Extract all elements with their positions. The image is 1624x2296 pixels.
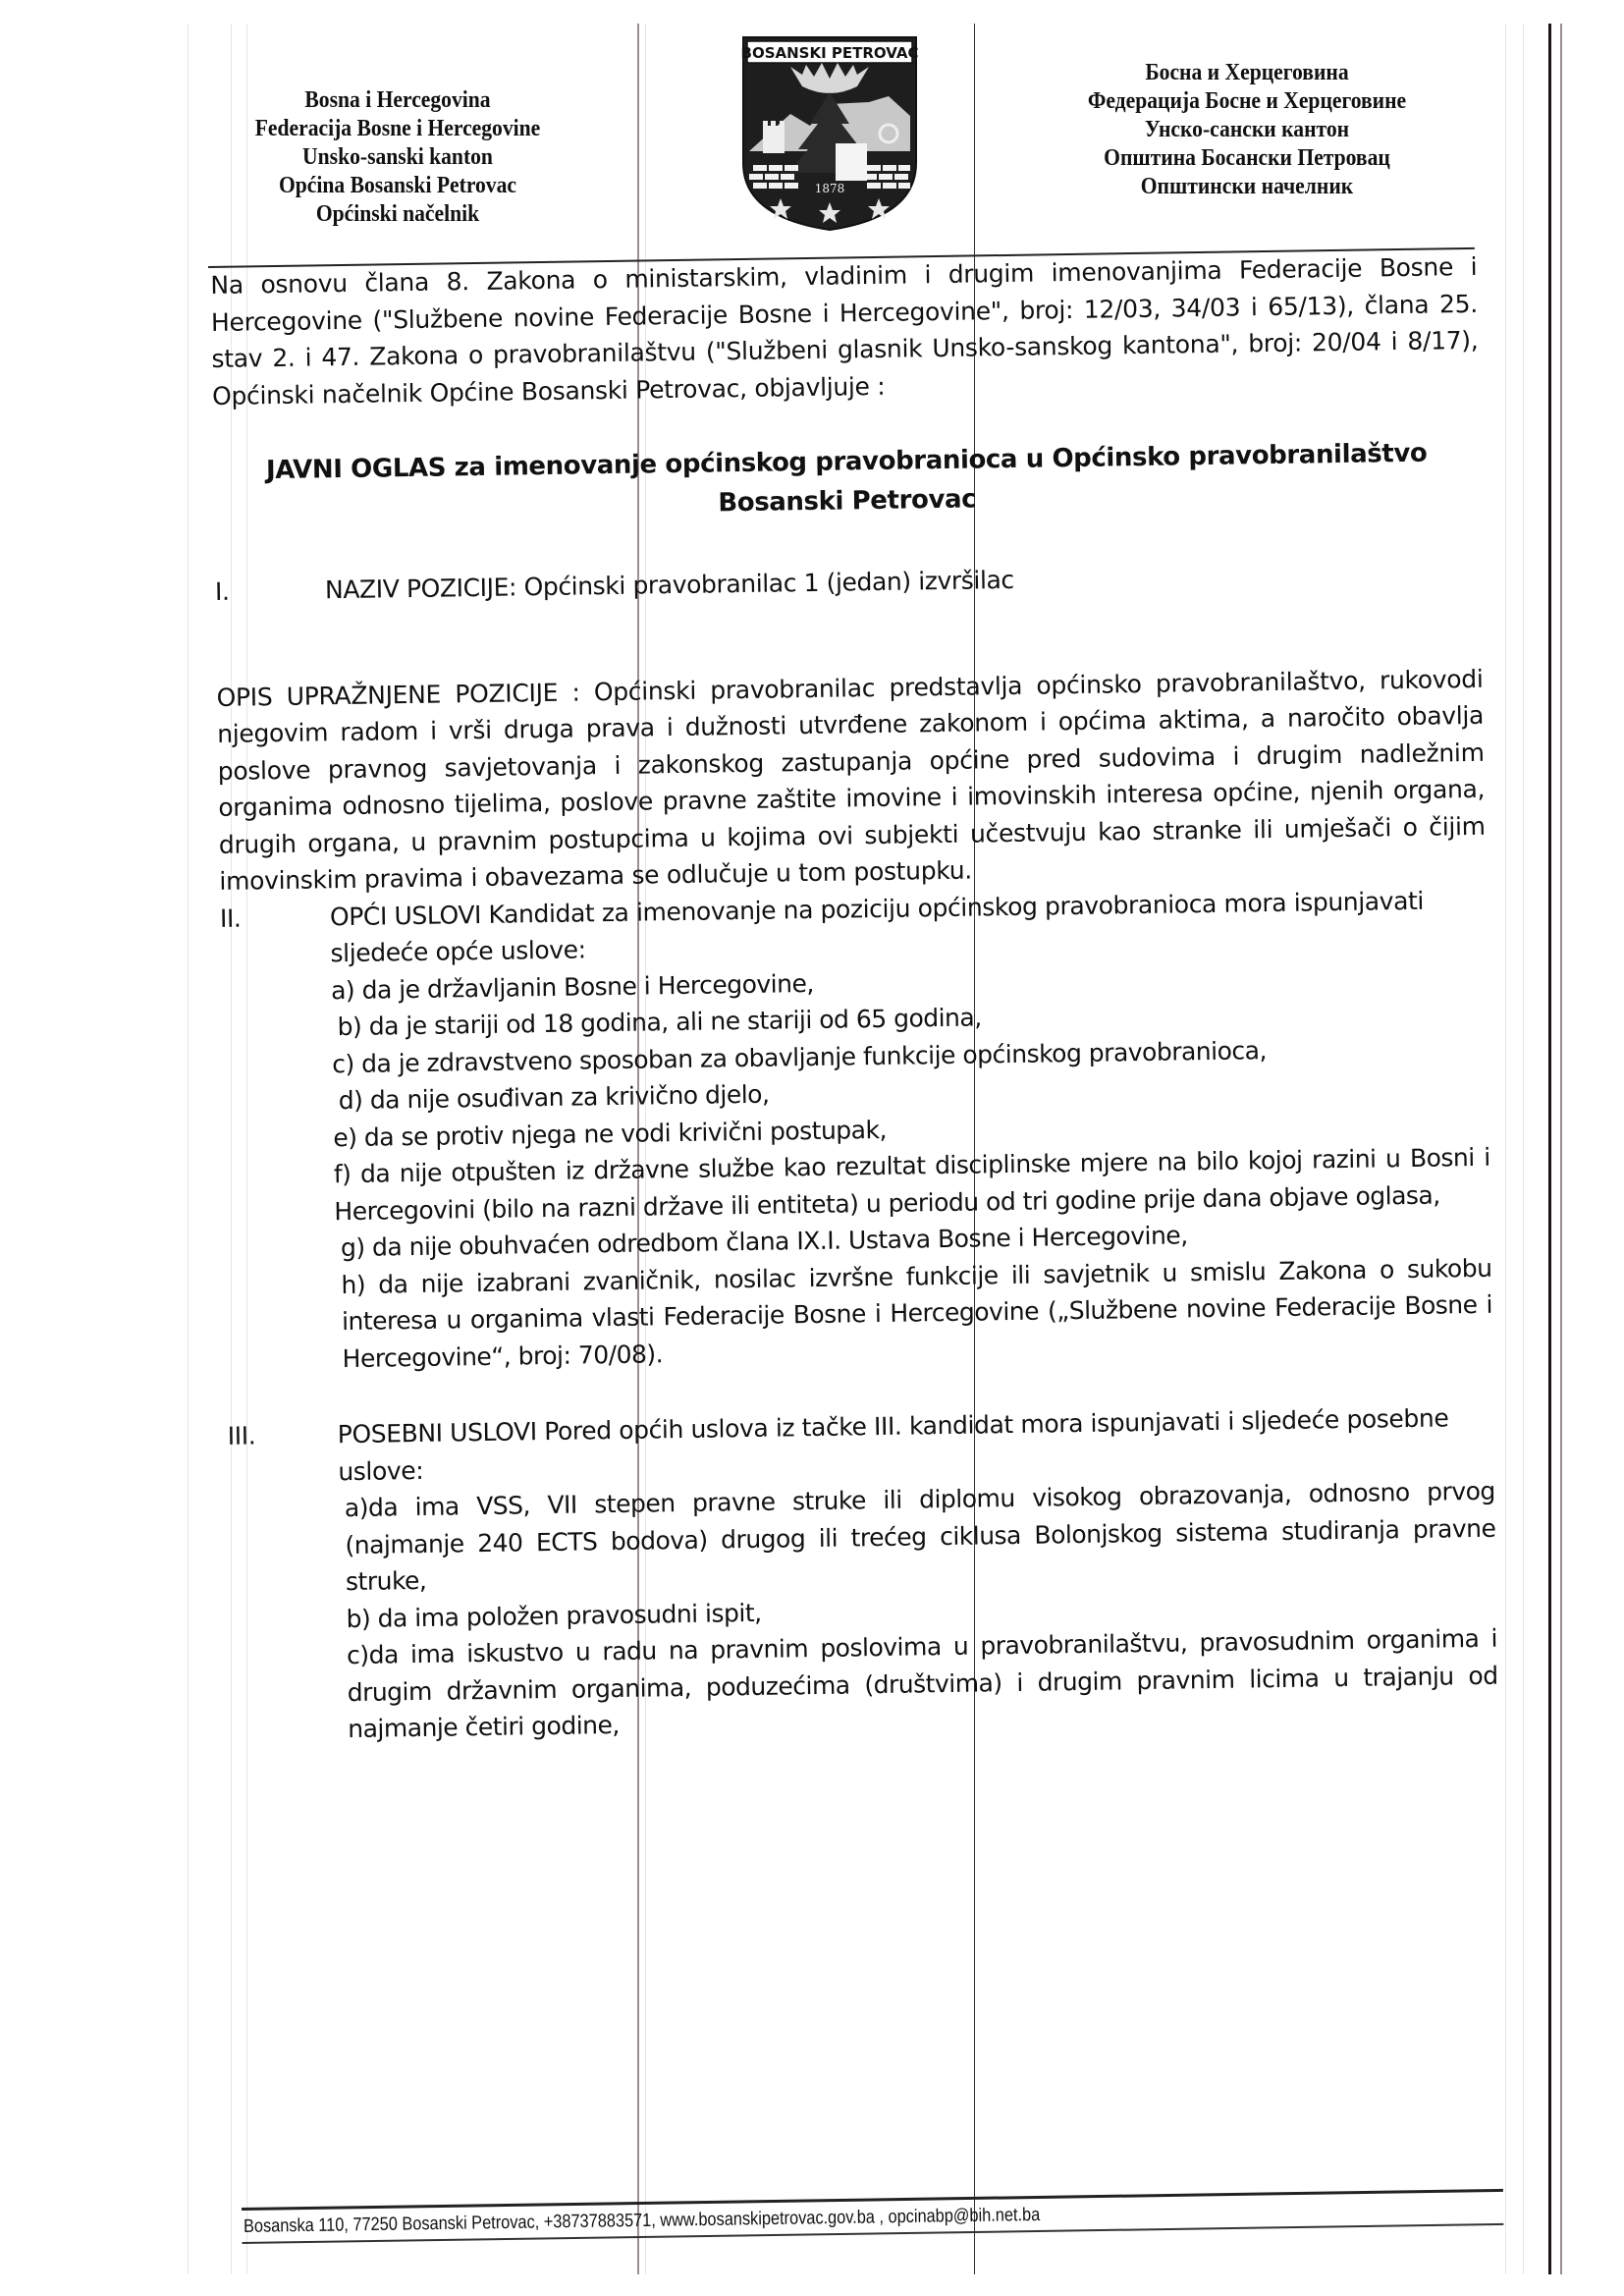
scan-line (1523, 24, 1524, 2274)
header-line: Općina Bosanski Petrovac (278, 173, 517, 198)
header-line: Unsko-sanski kanton (302, 144, 493, 170)
scan-line (188, 24, 189, 2274)
list-item: g) da nije obuhvaćen odredbom člana IX.I. Ustava Bosne i Hercegovine, (340, 1221, 1188, 1263)
general-conditions-list (331, 955, 1493, 1377)
section-number: I. (214, 576, 230, 606)
list-item: b) da ima položen pravosudni ispit, (346, 1598, 762, 1633)
scan-line (1560, 24, 1562, 2274)
header-line: Босна и Херцеговина (1145, 60, 1349, 85)
list-item: b) da je stariji od 18 godina, ali ne stariji od 65 godina, (337, 1003, 982, 1042)
header-cyrillic (1044, 59, 1450, 201)
scan-line (1505, 24, 1506, 2274)
position-description: OPIS UPRAŽNJENE POZICIJE : Općinski pravobranilac predstavlja općinsko pravobranilaštvo, rukovodi njegovim radom i vrši druga prava i dužnosti utvrđene zakonom i općima aktima, a naročito obavlja poslove pravnog savjetovanja i zakonskog zastupanja općine pred sudovima i drugim nadležnim organima odnosno tijelima, poslove pravne zaštite imovine i imovinskih interesa općine, njenih organa, drugih organa, u pravnim postupcima u kojima ovi subjekti učestvuju kao stranke ili umješači o čijim imovinskim pravima i obavezama se odlučuje u tom postupku. (216, 664, 1486, 896)
header-line: Bosna i Hercegovina (304, 87, 491, 113)
notice-title-line2: Bosanski Petrovac (718, 484, 977, 519)
intro-paragraph: Na osnovu člana 8. Zakona o ministarskim, vladinim i drugim imenovanjima Federacije Bosne i Hercegovine ("Službene novine Federacije Bosne i Hercegovine", broj: 12/03, 34/03 i 65/13), člana 25. stav 2. i 47. Zakona o pravobranilaštvu ("Službeni glasnik Unsko-sanskog kantona", broj: 20/04 i 8/17), Općinski načelnik Općine Bosanski Petrovac, objavljuje : (210, 251, 1479, 410)
header-line: Općinski načelnik (315, 201, 480, 227)
special-conditions-list (339, 1473, 1499, 1748)
header-line: Федерација Босне и Херцеговине (1087, 88, 1407, 114)
list-item: e) da se protiv njega ne vodi krivični postupak, (333, 1115, 888, 1152)
svg-text:BOSANSKI PETROVAC: BOSANSKI PETROVAC (741, 44, 918, 62)
list-item: a) da je državljanin Bosne i Hercegovine, (330, 968, 815, 1005)
header-line: Federacija Bosne i Hercegovine (254, 116, 541, 141)
section-text: OPĆI USLOVI Kandidat za imenovanje na poziciju općinskog pravobranioca mora ispunjavati sljedeće opće uslove: (329, 886, 1425, 968)
footer-contact: Bosanska 110, 77250 Bosanski Petrovac, +38737883571, www.bosanskipetrovac.gov.ba , opcinabp@bih.net.ba (243, 2204, 1041, 2237)
list-item: f) da nije otpušten iz državne službe kao rezultat disciplinske mjere na bilo kojoj razini u Bosni i Hercegovini (bilo na razni države ili entiteta) u periodu od tri godine prije dana objave oglasa, (333, 1142, 1490, 1226)
svg-text:1878: 1878 (814, 182, 845, 195)
list-item: c)da ima iskustvo u radu na pravnim poslovima u pravobranilaštvu, pravosudnim organima i drugim državnim organima, poduzećima (društvima) i drugim pravnim licima u trajanju od najmanje četiri godine, (346, 1623, 1498, 1744)
document-body (210, 239, 1498, 1749)
section-text: POSEBNI USLOVI Pored općih uslova iz tačke III. kandidat mora ispunjavati i sljedeće posebne uslove: (337, 1403, 1449, 1486)
list-item: c) da je zdravstveno sposoban za obavljanje funkcije općinskog pravobranioca, (331, 1035, 1268, 1078)
list-item: d) da nije osuđivan za krivično djelo, (338, 1079, 770, 1116)
section-number: III. (227, 1421, 256, 1450)
footer (242, 2189, 1503, 2244)
notice-title-line1: JAVNI OGLAS za imenovanje općinskog pravobranioca u Općinsko pravobranilaštvo (265, 438, 1428, 486)
header-latin (230, 86, 566, 229)
section-number: II. (219, 903, 242, 933)
list-item: h) da nije izabrani zvaničnik, nosilac izvršne funkcije ili savjetnik u smislu Zakona o sukobu interesa u organima vlasti Federacije Bosne i Hercegovine („Službene novine Federacije Bosne i Hercegovine“, broj: 70/08). (341, 1253, 1493, 1373)
coat-of-arms-icon (741, 35, 918, 232)
list-item: a)da ima VSS, VII stepen pravne struke ili diplomu visokog obrazovanja, odnosno prvog (najmanje 240 ECTS bodova) drugog ili trećeg ciklusa Bolonjskog sistema studiranja pravne struke, (344, 1476, 1496, 1597)
scan-line (1548, 24, 1551, 2274)
section-text: NAZIV POZICIJE: Općinski pravobranilac 1 (jedan) izvršilac (324, 565, 1015, 605)
notice-title (213, 433, 1481, 530)
header-line: Општина Босански Петровац (1104, 145, 1390, 171)
section-1 (215, 555, 1482, 611)
header-line: Општински начелник (1140, 174, 1354, 199)
header-line: Унско-сански кантон (1144, 117, 1350, 142)
